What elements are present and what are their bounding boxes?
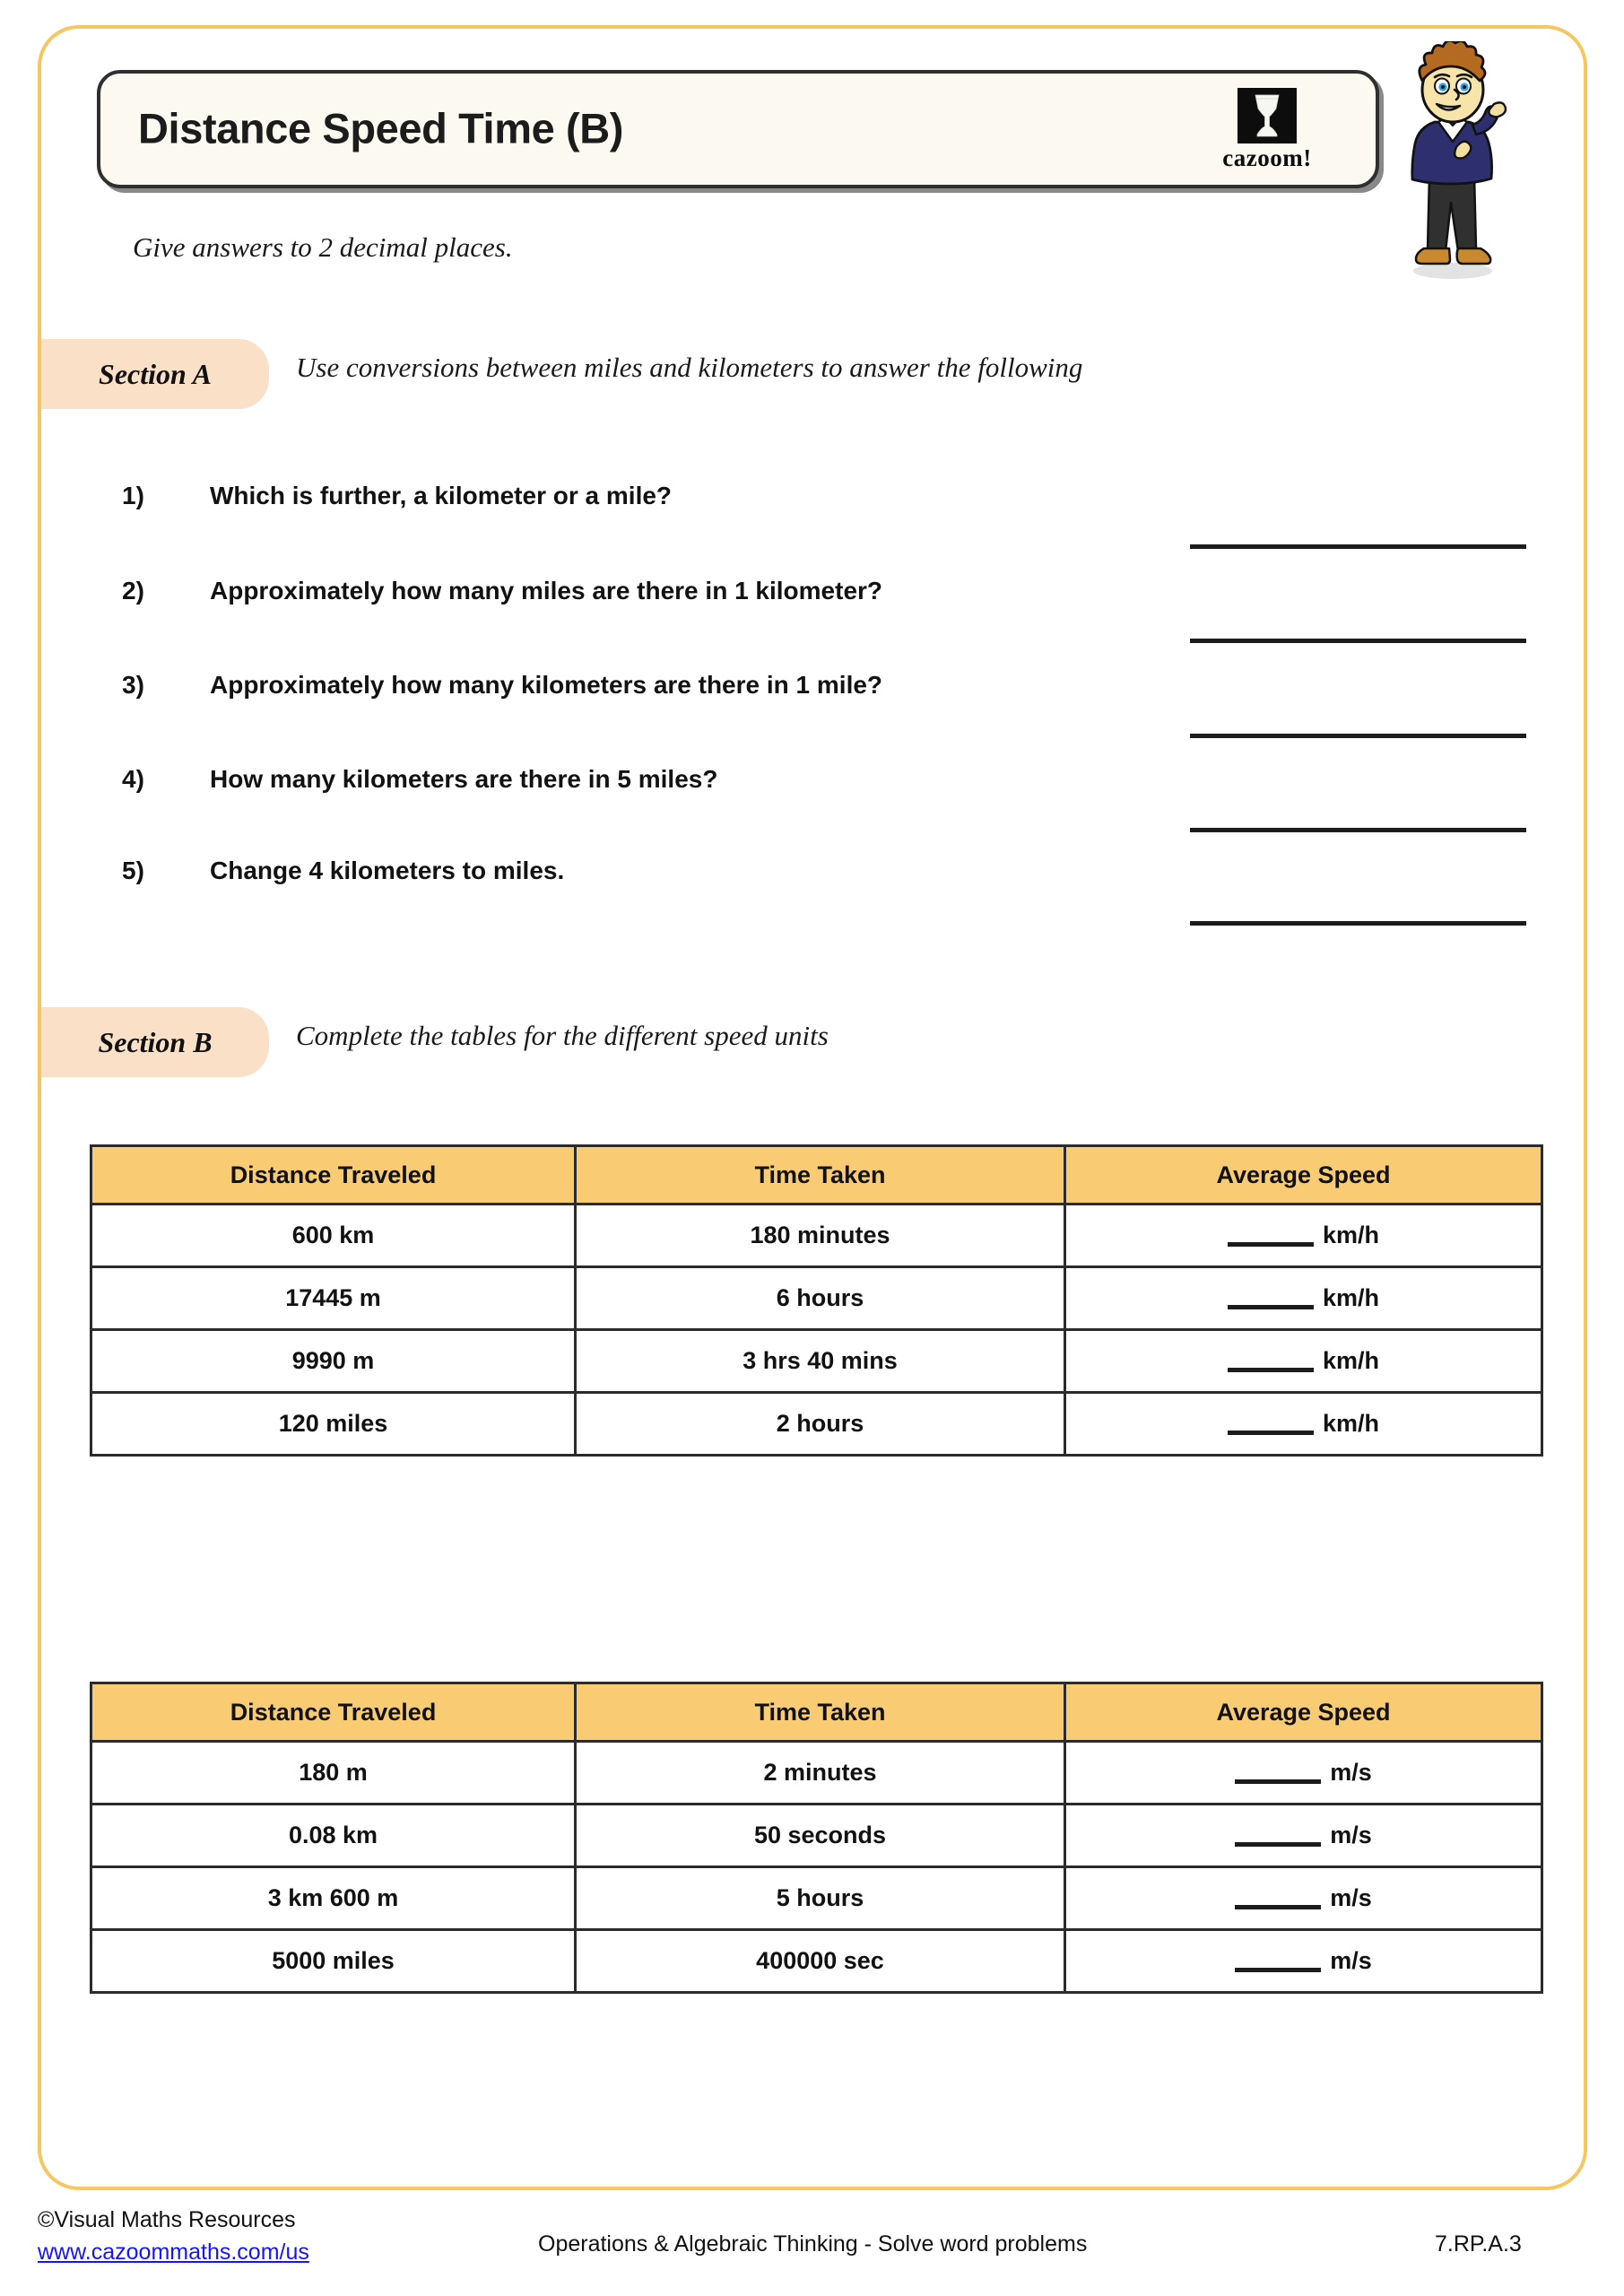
answer-line-3[interactable] — [1190, 734, 1526, 738]
table-row — [91, 1330, 1542, 1393]
cell-distance: 17445 m — [91, 1267, 576, 1330]
table-header-row — [91, 1683, 1542, 1742]
cell-speed-answer[interactable] — [1065, 1205, 1542, 1267]
table-header-row — [91, 1146, 1542, 1205]
cell-speed-answer[interactable] — [1065, 1930, 1542, 1993]
footer-standard-description: Operations & Algebraic Thinking - Solve word problems — [538, 2231, 1088, 2257]
answer-blank[interactable] — [1235, 1842, 1321, 1847]
cell-speed-answer[interactable] — [1065, 1867, 1542, 1930]
cell-speed-answer[interactable] — [1065, 1742, 1542, 1805]
cazoom-logo — [1193, 81, 1342, 178]
question-2-text: Approximately how many miles are there in 1 kilometer? — [210, 577, 883, 604]
footer-copyright-block — [38, 2205, 309, 2268]
answer-line-1[interactable] — [1190, 544, 1526, 549]
cell-speed-answer[interactable] — [1065, 1805, 1542, 1867]
speed-unit: m/s — [1330, 1884, 1372, 1911]
cell-time: 3 hrs 40 mins — [576, 1330, 1065, 1393]
column-header-speed: Average Speed — [1065, 1683, 1542, 1742]
speed-table-ms — [90, 1682, 1543, 1994]
answer-blank[interactable] — [1228, 1305, 1314, 1309]
question-5-number: 5) — [122, 857, 144, 884]
cell-distance: 180 m — [91, 1742, 576, 1805]
cell-speed-answer[interactable] — [1065, 1393, 1542, 1456]
column-header-distance: Distance Traveled — [91, 1146, 576, 1205]
section-b-badge — [41, 1007, 269, 1077]
answer-blank[interactable] — [1228, 1242, 1314, 1247]
footer-website-link[interactable]: www.cazoommaths.com/us — [38, 2239, 309, 2265]
cell-speed-answer[interactable] — [1065, 1330, 1542, 1393]
answer-blank[interactable] — [1235, 1968, 1321, 1972]
table-row — [91, 1930, 1542, 1993]
speed-table-kmh — [90, 1144, 1543, 1457]
speed-unit: km/h — [1322, 1284, 1380, 1311]
question-4-text: How many kilometers are there in 5 miles? — [210, 765, 718, 793]
copyright-text: ©Visual Maths Resources — [38, 2207, 296, 2232]
column-header-time: Time Taken — [576, 1146, 1065, 1205]
cell-time: 6 hours — [576, 1267, 1065, 1330]
answer-precision-instruction: Give answers to 2 decimal places. — [133, 231, 513, 263]
question-3-number: 3) — [122, 671, 144, 699]
cell-distance: 9990 m — [91, 1330, 576, 1393]
cell-time: 2 minutes — [576, 1742, 1065, 1805]
section-b-label: Section B — [98, 1025, 213, 1058]
table-row — [91, 1267, 1542, 1330]
table-row — [91, 1393, 1542, 1456]
cup-logo-icon — [1238, 88, 1297, 144]
answer-blank[interactable] — [1228, 1368, 1314, 1372]
question-1-text: Which is further, a kilometer or a mile? — [210, 482, 673, 509]
answer-line-5[interactable] — [1190, 921, 1526, 926]
question-3 — [122, 671, 882, 700]
cell-time: 180 minutes — [576, 1205, 1065, 1267]
cell-distance: 120 miles — [91, 1393, 576, 1456]
column-header-time: Time Taken — [576, 1683, 1065, 1742]
question-5-text: Change 4 kilometers to miles. — [210, 857, 565, 884]
table-row — [91, 1205, 1542, 1267]
column-header-speed: Average Speed — [1065, 1146, 1542, 1205]
speed-unit: m/s — [1330, 1947, 1372, 1974]
answer-blank[interactable] — [1235, 1779, 1321, 1784]
page-footer — [0, 2205, 1624, 2285]
speed-unit: km/h — [1322, 1410, 1380, 1437]
speed-unit: km/h — [1322, 1347, 1380, 1374]
section-a-label: Section A — [99, 357, 212, 390]
question-4-number: 4) — [122, 765, 144, 793]
cell-speed-answer[interactable] — [1065, 1267, 1542, 1330]
section-a-badge — [41, 339, 269, 409]
section-a-description: Use conversions between miles and kilometers to answer the following — [296, 352, 1083, 383]
speed-unit: m/s — [1330, 1822, 1372, 1848]
answer-line-2[interactable] — [1190, 639, 1526, 643]
table-row — [91, 1805, 1542, 1867]
table-row — [91, 1867, 1542, 1930]
question-5 — [122, 857, 564, 885]
table-row — [91, 1742, 1542, 1805]
answer-line-4[interactable] — [1190, 828, 1526, 832]
cell-time: 50 seconds — [576, 1805, 1065, 1867]
speed-unit: km/h — [1322, 1222, 1380, 1248]
worksheet-title-box — [97, 70, 1379, 188]
cell-time: 5 hours — [576, 1867, 1065, 1930]
cell-time: 400000 sec — [576, 1930, 1065, 1993]
question-4 — [122, 765, 717, 794]
question-1-number: 1) — [122, 482, 144, 509]
column-header-distance: Distance Traveled — [91, 1683, 576, 1742]
cell-distance: 3 km 600 m — [91, 1867, 576, 1930]
footer-standard-code: 7.RP.A.3 — [1435, 2231, 1522, 2257]
question-3-text: Approximately how many kilometers are there in 1 mile? — [210, 671, 883, 699]
cell-time: 2 hours — [576, 1393, 1065, 1456]
question-2 — [122, 577, 882, 605]
question-2-number: 2) — [122, 577, 144, 604]
cell-distance: 600 km — [91, 1205, 576, 1267]
section-b-description: Complete the tables for the different speed units — [296, 1020, 829, 1051]
cell-distance: 5000 miles — [91, 1930, 576, 1993]
answer-blank[interactable] — [1228, 1431, 1314, 1435]
boy-pointing-character-icon — [1388, 41, 1514, 283]
answer-blank[interactable] — [1235, 1905, 1321, 1909]
cazoom-wordmark: cazoom! — [1222, 144, 1312, 171]
question-1 — [122, 482, 672, 510]
cell-distance: 0.08 km — [91, 1805, 576, 1867]
speed-unit: m/s — [1330, 1759, 1372, 1786]
page-title: Distance Speed Time (B) — [138, 104, 624, 152]
